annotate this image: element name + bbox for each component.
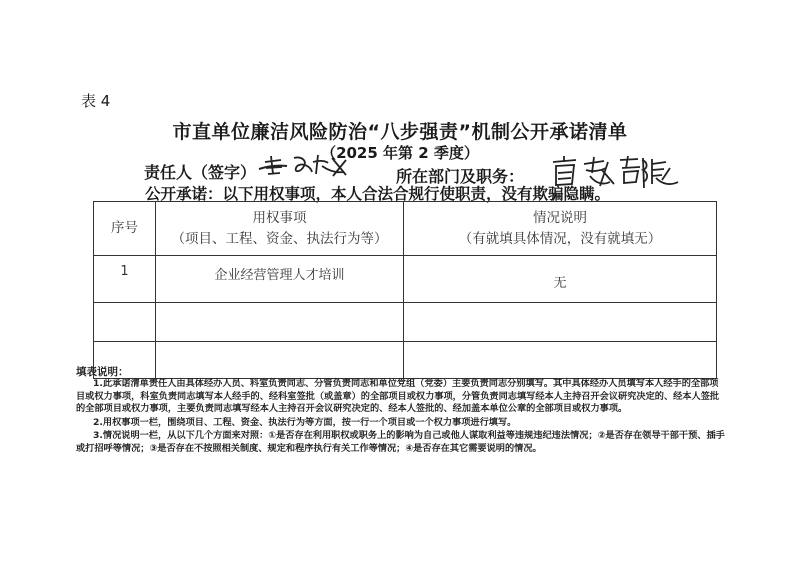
table-number-label: 表 4 [81, 92, 111, 110]
cell-empty [156, 303, 404, 342]
cell-seq: 1 [94, 256, 156, 303]
header-note [404, 202, 717, 256]
header-power-item [156, 202, 404, 256]
signature-name-handwriting [256, 148, 358, 180]
cell-empty [404, 342, 717, 379]
public-commitment: 公开承诺：以下用权事项，本人合法合规行使职责，没有欺骗隐瞒。 [145, 185, 611, 203]
instruction-item: 2.用权事项一栏，围绕项目、工程、资金、执法行为等方面，按一行一个项目或一个权力事项进行填写。 [93, 416, 517, 428]
table-row-empty [94, 342, 717, 379]
instruction-item: 1.此承诺清单责任人由具体经办人员、科室负责同志、分管负责同志和单位党组（党委）主要负责同志分别填写。其中具体经办人员填写本人经手的全部项目或权力事项，科室负责同志填写本人经手的、经科室签批（或盖章）的全部项目或权力事项，分管负责同志填写经本人主持召开会议研究决定的、经本人签批的全部项目或权力事项，主要负责同志填写经本人主持召开会议研究决定的、经本人签批的、经加盖本单位公章的全部项目或权力事项。 [76, 378, 720, 415]
cell-empty [404, 303, 717, 342]
cell-note: 无 [404, 256, 717, 303]
header-power-subtitle: （项目、工程、资金、执法行为等） [171, 230, 388, 247]
table-header-row [94, 202, 717, 256]
header-note-title: 情况说明 [533, 209, 587, 226]
header-power-title: 用权事项 [252, 209, 307, 226]
document-title: 市直单位廉洁风险防治“八步强责”机制公开承诺清单 [172, 121, 628, 143]
instruction-item: 3.情况说明一栏，从以下几个方面来对照：①是否存在利用职权或职务上的影响为自己或他人谋取利益等违规违纪违法情况；②是否存在领导干部干预、插手或打招呼等情况；③是否存在不按照相关制度、规定和程序执行有关工作等情况；④是否存在其它需要说明的情况。 [76, 430, 725, 454]
notes-heading: 填表说明： [76, 366, 129, 378]
cell-empty [94, 303, 156, 342]
document-subtitle: （2025 年第 2 季度） [321, 144, 479, 162]
power-items-table [93, 201, 717, 379]
cell-empty [156, 342, 404, 379]
header-note-subtitle: （有就填具体情况，没有就填无） [458, 230, 662, 247]
responsible-person-label: 责任人（签字） [144, 163, 257, 182]
cell-power-item: 企业经营管理人才培训 [156, 256, 404, 303]
fill-instructions [76, 378, 726, 457]
table-row [94, 256, 717, 303]
table-row-empty [94, 303, 717, 342]
header-seq: 序号 [94, 202, 156, 256]
department-position-label: 所在部门及职务： [396, 167, 525, 186]
